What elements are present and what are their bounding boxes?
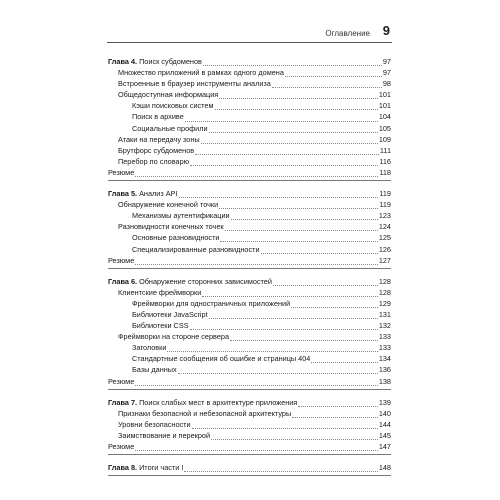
toc-entry[interactable] xyxy=(108,199,391,210)
toc-entry[interactable] xyxy=(108,244,391,255)
toc-leader-dots xyxy=(190,159,378,166)
toc-entry-title: Фреймворки на стороне сервера xyxy=(118,332,230,342)
toc-entry-title: Резюме xyxy=(108,442,135,451)
toc-leader-dots xyxy=(192,422,378,429)
toc-entry[interactable] xyxy=(108,232,391,243)
header-page-number: 9 xyxy=(382,23,390,38)
toc-entry-title: Поиск в архиве xyxy=(132,112,184,122)
toc-entry-title: Библиотеки JavaScript xyxy=(132,309,208,319)
toc-entry-title: Перебор по словарю xyxy=(118,156,190,166)
toc-chapter-block xyxy=(108,397,391,455)
toc-entry[interactable] xyxy=(108,320,391,331)
toc-leader-dots xyxy=(215,103,378,110)
toc-entry[interactable] xyxy=(108,441,391,452)
toc-chapter-block xyxy=(108,56,391,181)
toc-entry-title: Атаки на передачу зоны xyxy=(118,134,200,144)
toc-page-number: 101 xyxy=(378,101,391,111)
toc-chapter-text xyxy=(108,397,297,408)
toc-chapter-block xyxy=(108,188,391,269)
toc-page-number: 98 xyxy=(382,79,391,89)
toc-entry[interactable] xyxy=(108,145,391,156)
toc-page-number: 134 xyxy=(378,354,391,364)
toc-entry[interactable] xyxy=(108,298,391,309)
toc-entry[interactable] xyxy=(108,376,391,387)
toc-page-number: 136 xyxy=(378,365,391,375)
toc-page-number: 123 xyxy=(378,211,391,221)
table-of-contents xyxy=(108,56,391,483)
toc-leader-dots xyxy=(203,59,382,66)
toc-entry-title: Обнаружение конечной точки xyxy=(118,200,219,210)
toc-entry-title: Уровни безопасности xyxy=(118,419,191,429)
toc-chapter-title: Обнаружение сторонних зависимостей xyxy=(139,276,272,286)
toc-leader-dots xyxy=(219,202,378,209)
toc-entry-title: Множество приложений в рамках одного домена xyxy=(118,68,284,78)
toc-entry-title: Кэши поисковых систем xyxy=(132,101,214,111)
toc-page-number: 133 xyxy=(378,332,391,342)
toc-page-number: 140 xyxy=(378,408,391,418)
toc-leader-dots xyxy=(184,465,377,472)
toc-leader-dots xyxy=(273,279,378,286)
toc-leader-dots xyxy=(211,433,378,440)
toc-chapter-label: Глава 4. xyxy=(108,57,138,66)
toc-leader-dots xyxy=(291,301,378,308)
toc-entry-title: Резюме xyxy=(108,376,135,386)
toc-page-number: 145 xyxy=(378,430,391,440)
toc-chapter-block xyxy=(108,276,391,390)
toc-leader-dots xyxy=(135,379,378,386)
toc-entry-title: Брутфорс субдоменов xyxy=(118,145,195,155)
toc-leader-dots xyxy=(135,258,378,265)
toc-page-number: 139 xyxy=(378,397,391,407)
toc-chapter-text xyxy=(108,276,272,287)
toc-page-number: 105 xyxy=(378,123,391,133)
toc-leader-dots xyxy=(201,137,378,144)
toc-entry[interactable] xyxy=(108,123,391,134)
toc-page-number: 116 xyxy=(379,156,391,166)
toc-entry-title: Социальные профили xyxy=(132,123,208,133)
toc-leader-dots xyxy=(292,411,378,418)
toc-page-number: 124 xyxy=(378,222,391,232)
toc-entry-title: Фреймворки для одностраничных приложений xyxy=(132,298,291,308)
toc-leader-dots xyxy=(178,367,378,374)
toc-chapter-text xyxy=(108,462,183,473)
toc-chapter-label: Глава 8. xyxy=(108,463,138,473)
toc-leader-dots xyxy=(231,213,378,220)
toc-chapter-label: Глава 6. xyxy=(108,276,138,286)
toc-page-number: 148 xyxy=(378,463,391,473)
toc-leader-dots xyxy=(225,224,378,231)
toc-entry-title: Механизмы аутентификации xyxy=(132,211,230,221)
toc-entry[interactable] xyxy=(108,89,391,100)
toc-chapter-title: Поиск слабых мест в архитектуре приложения xyxy=(139,397,298,407)
toc-leader-dots xyxy=(285,70,382,77)
toc-page-number: 128 xyxy=(378,287,391,297)
toc-entry[interactable] xyxy=(108,255,391,266)
toc-leader-dots xyxy=(220,235,377,242)
toc-entry-title: Базы данных xyxy=(132,365,177,375)
toc-page-number: 97 xyxy=(382,57,391,66)
toc-entry[interactable] xyxy=(108,156,391,167)
toc-chapter-title: Итоги части I xyxy=(139,463,184,473)
toc-entry[interactable] xyxy=(108,408,391,419)
toc-leader-dots xyxy=(261,247,378,254)
toc-entry-title: Стандартные сообщения об ошибке и страницы 404 xyxy=(132,354,311,364)
toc-page-number: 128 xyxy=(378,276,391,286)
toc-page-number: 125 xyxy=(378,233,391,243)
toc-leader-dots xyxy=(219,92,378,99)
toc-chapter-heading[interactable] xyxy=(108,397,391,408)
toc-leader-dots xyxy=(135,444,378,451)
toc-page-number: 126 xyxy=(378,244,391,254)
toc-entry[interactable] xyxy=(108,353,391,364)
toc-chapter-title: Поиск субдоменов xyxy=(139,57,202,66)
toc-entry[interactable] xyxy=(108,100,391,111)
toc-entry[interactable] xyxy=(108,111,391,122)
toc-chapter-heading[interactable] xyxy=(108,188,391,199)
toc-leader-dots xyxy=(298,400,378,407)
toc-entry[interactable] xyxy=(108,134,391,145)
toc-chapter-title: Анализ API xyxy=(139,189,178,199)
toc-leader-dots xyxy=(135,170,378,177)
toc-leader-dots xyxy=(195,148,379,155)
toc-entry[interactable] xyxy=(108,342,391,353)
toc-chapter-heading[interactable] xyxy=(108,276,391,287)
toc-leader-dots xyxy=(190,323,378,330)
toc-entry-title: Заимствование и перекрой xyxy=(118,430,211,440)
toc-leader-dots xyxy=(167,345,377,352)
toc-entry-title: Заголовки xyxy=(132,343,167,353)
toc-entry-title: Разновидности конечных точек xyxy=(118,222,224,232)
toc-chapter-text xyxy=(108,188,178,199)
toc-entry[interactable] xyxy=(108,167,391,178)
toc-entry[interactable] xyxy=(108,287,391,298)
toc-page-number: 147 xyxy=(378,442,391,451)
toc-entry[interactable] xyxy=(108,78,391,89)
toc-leader-dots xyxy=(311,356,377,363)
toc-leader-dots xyxy=(185,115,378,122)
toc-entry[interactable] xyxy=(108,430,391,441)
toc-leader-dots xyxy=(179,191,379,198)
toc-entry[interactable] xyxy=(108,210,391,221)
toc-entry[interactable] xyxy=(108,67,391,78)
toc-page-number: 131 xyxy=(378,309,391,319)
toc-leader-dots xyxy=(202,290,377,297)
toc-page-number: 109 xyxy=(378,134,391,144)
toc-leader-dots xyxy=(209,312,378,319)
toc-page-number: 119 xyxy=(379,189,391,199)
toc-page-number: 133 xyxy=(378,343,391,353)
toc-entry-title: Признаки безопасной и небезопасной архитектуры xyxy=(118,408,292,418)
toc-chapter-heading[interactable] xyxy=(108,56,391,67)
toc-page-number: 104 xyxy=(378,112,391,122)
toc-page-number: 138 xyxy=(378,376,391,386)
toc-entry-title: Резюме xyxy=(108,255,135,265)
running-header xyxy=(107,22,392,43)
toc-page-number: 111 xyxy=(379,145,391,155)
toc-entry-title: Основные разновидности xyxy=(132,233,220,243)
toc-page-number: 144 xyxy=(378,419,391,429)
toc-entry[interactable] xyxy=(108,331,391,342)
toc-entry[interactable] xyxy=(108,419,391,430)
toc-chapter-text xyxy=(108,56,202,67)
toc-leader-dots xyxy=(230,334,378,341)
toc-chapter-block xyxy=(108,462,391,476)
toc-entry-title: Библиотеки CSS xyxy=(132,321,189,331)
toc-entry[interactable] xyxy=(108,364,391,375)
toc-leader-dots xyxy=(272,81,382,88)
toc-entry-title: Общедоступная информация xyxy=(118,90,219,100)
toc-leader-dots xyxy=(209,126,378,133)
toc-entry-title: Специализированные разновидности xyxy=(132,244,260,254)
toc-entry[interactable] xyxy=(108,309,391,320)
toc-chapter-label: Глава 5. xyxy=(108,189,138,199)
toc-entry-title: Клиентские фреймворки xyxy=(118,287,202,297)
toc-entry-title: Резюме xyxy=(108,167,135,177)
toc-entry[interactable] xyxy=(108,221,391,232)
toc-entry-title: Встроенные в браузер инструменты анализа xyxy=(118,79,271,89)
toc-page-number: 97 xyxy=(382,68,391,78)
toc-page-number: 101 xyxy=(378,90,391,100)
toc-page-number: 118 xyxy=(379,167,391,177)
toc-chapter-heading[interactable] xyxy=(108,462,391,473)
header-section-title: Оглавление xyxy=(325,29,370,38)
toc-page-number: 132 xyxy=(378,321,391,331)
toc-chapter-label: Глава 7. xyxy=(108,397,138,407)
toc-page-number: 119 xyxy=(379,200,391,210)
toc-page-number: 127 xyxy=(378,255,391,265)
toc-page-number: 129 xyxy=(378,298,391,308)
